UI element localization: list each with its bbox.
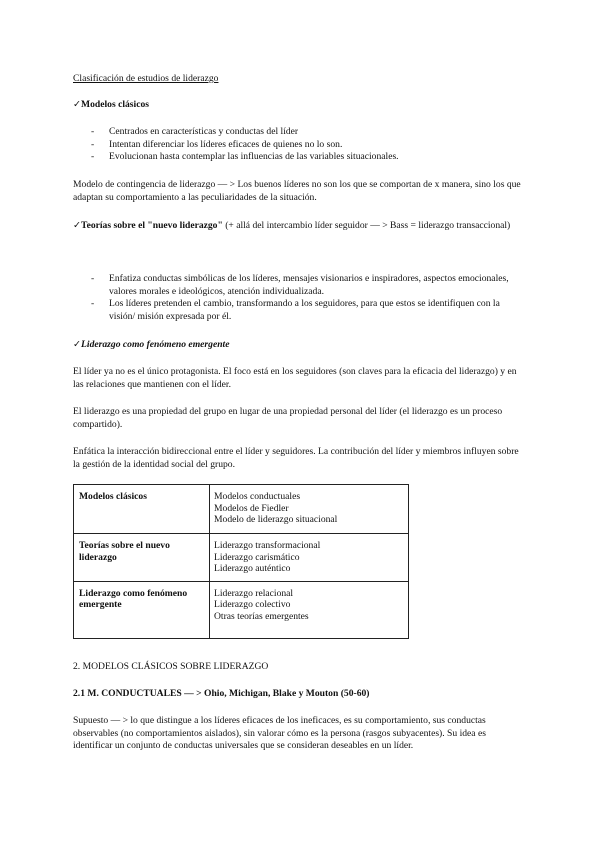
list-item xyxy=(73,126,527,139)
table-row xyxy=(74,534,409,582)
section-heading-modelos-clasicos-liderazgo: 2. MODELOS CLÁSICOS SOBRE LIDERAZGO xyxy=(73,661,269,672)
list-item xyxy=(73,273,527,298)
table-item: Liderazgo colectivo xyxy=(214,599,291,611)
table-row xyxy=(74,581,409,638)
bullet-list-nuevo-liderazgo xyxy=(73,273,527,323)
paragraph-propiedad-grupo: El liderazgo es una propiedad del grupo en lugar de una propiedad personal del líder (el liderazgo es un proceso compartido). xyxy=(73,406,503,430)
list-item-text: Centrados en características y conductas del líder xyxy=(109,126,299,137)
table-item: Liderazgo transformacional xyxy=(214,540,321,551)
table-cell-category: Teorías sobre el nuevo liderazgo xyxy=(74,534,210,582)
dash-marker: - xyxy=(91,126,95,137)
checkmark-icon: ✓ xyxy=(73,220,82,231)
subsection-heading-conductuales: 2.1 M. CONDUCTUALES — > Ohio, Michigan, Blake y Mouton (50-60) xyxy=(73,688,370,699)
section-heading-modelos-clasicos xyxy=(73,99,527,112)
table-cell-items xyxy=(210,581,409,638)
table-cell-items xyxy=(210,485,409,534)
table-cell-items xyxy=(210,534,409,582)
list-item xyxy=(73,139,527,152)
paragraph-lider-protagonista: El líder ya no es el único protagonista. El foco está en los seguidores (son claves para la eficacia del liderazgo) y en las relaciones que mantienen con el líder. xyxy=(73,366,517,390)
table-cell-category: Liderazgo como fenómeno emergente xyxy=(74,581,210,638)
table-cell-category: Modelos clásicos xyxy=(74,485,210,534)
paragraph-supuesto: Supuesto — > lo que distingue a los líderes eficaces de los ineficaces, es su comportamiento, sus conductas observables (no comportamientos aislados), sin valorar cómo es la persona (rasgos subyacentes). Su idea es identificar un conjunto de conductas universales que se consideran deseables en un líder. xyxy=(73,715,486,752)
table-item: Otras teorías emergentes xyxy=(214,610,309,622)
paragraph-interaccion-bidireccional: Enfática la interacción bidireccional entre el líder y seguidores. La contribución del líder y miembros influyen sobre la gestión de la identidad social del grupo. xyxy=(73,446,519,470)
section-heading-text: Teorías sobre el "nuevo liderazgo" xyxy=(81,220,223,231)
table-row xyxy=(74,485,409,534)
classification-table xyxy=(73,484,409,639)
bullet-list-modelos-clasicos xyxy=(73,126,527,164)
dash-marker: - xyxy=(91,298,95,310)
list-item-text: Evolucionan hasta contemplar las influencias de las variables situacionales. xyxy=(109,151,399,163)
table-item: Liderazgo carismático xyxy=(214,551,300,563)
list-item xyxy=(73,298,527,323)
section-heading-text: Modelos clásicos xyxy=(81,99,149,110)
section-heading-fenomeno-emergente xyxy=(73,339,527,352)
dash-marker: - xyxy=(91,151,95,163)
dash-marker: - xyxy=(91,138,95,150)
list-item-text: Los líderes pretenden el cambio, transformando a los seguidores, para que estos se identifiquen con la visión/ misión expresada por él. xyxy=(109,298,500,322)
section-heading-note: (+ allá del intercambio líder seguidor — > Bass = liderazgo transaccional) xyxy=(222,220,511,231)
list-item-text: Intentan diferenciar los líderes eficaces de quienes no lo son. xyxy=(109,138,343,150)
checkmark-icon: ✓ xyxy=(73,339,82,350)
dash-marker: - xyxy=(91,273,95,284)
list-item-text: Enfatiza conductas simbólicas de los líderes, mensajes visionarios e inspiradores, aspectos emocionales, valores morales e ideológicos, atención individualizada. xyxy=(109,273,509,297)
table-item: Modelos de Fiedler xyxy=(214,502,289,514)
section-heading-nuevo-liderazgo xyxy=(73,220,527,233)
table-item: Liderazgo auténtico xyxy=(214,563,291,575)
document-title: Clasificación de estudios de liderazgo xyxy=(73,73,219,84)
section-heading-text: Liderazgo como fenómeno emergente xyxy=(81,339,230,350)
table-item: Modelo de liderazgo situacional xyxy=(214,514,338,526)
checkmark-icon: ✓ xyxy=(73,99,82,110)
paragraph-contingencia: Modelo de contingencia de liderazgo — > Los buenos líderes no son los que se comportan de x manera, sino los que adaptan su comportamiento a las peculiaridades de la situación. xyxy=(73,179,521,203)
table-item: Liderazgo relacional xyxy=(214,587,294,599)
list-item xyxy=(73,151,527,164)
table-item: Modelos conductuales xyxy=(214,491,301,502)
